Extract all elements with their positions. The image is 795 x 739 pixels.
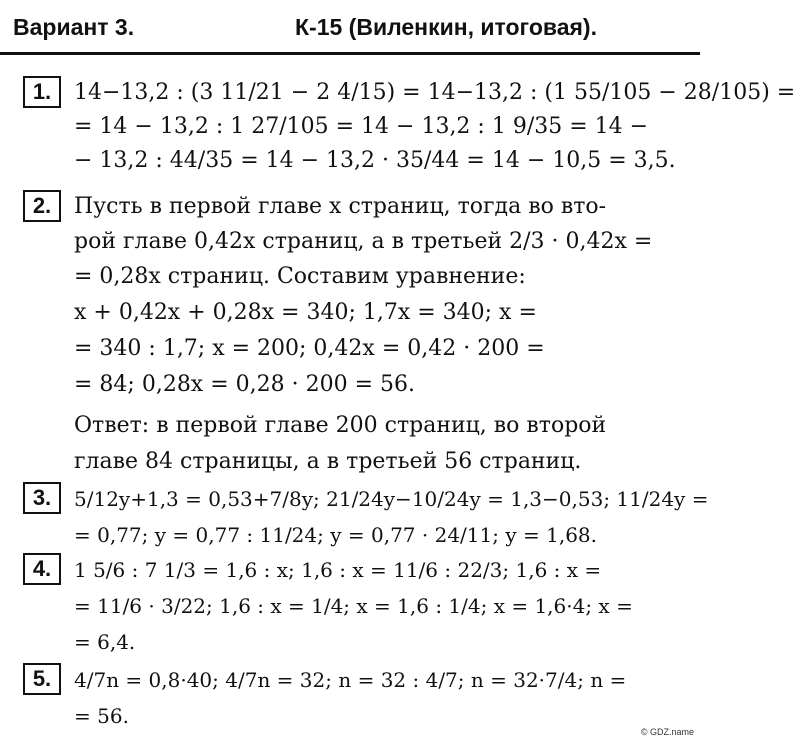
task-line: = 0,28x страниц. Составим уравнение: [74, 264, 526, 289]
task-number-badge: 4. [23, 553, 61, 585]
task-line: 14−13,2 : (3 11/21 − 2 4/15) = 14−13,2 : (1 55/105 − 28/105) = [74, 80, 795, 105]
task-number-badge: 5. [23, 663, 61, 695]
test-code-title: К-15 (Виленкин, итоговая). [295, 14, 597, 40]
task-line: = 0,77; y = 0,77 : 11/24; y = 0,77 · 24/11; y = 1,68. [74, 523, 597, 547]
header-divider [0, 52, 700, 55]
task-line: = 340 : 1,7; x = 200; 0,42x = 0,42 · 200 = [74, 336, 545, 361]
watermark: © GDZ.name [640, 727, 694, 737]
task-line: = 84; 0,28x = 0,28 · 200 = 56. [74, 372, 415, 397]
task-line: рой главе 0,42x страниц, а в третьей 2/3 · 0,42x = [74, 229, 653, 254]
task-line: = 6,4. [74, 630, 136, 654]
task-line: 4/7n = 0,8·40; 4/7n = 32; n = 32 : 4/7; n = 32·7/4; n = [74, 668, 627, 692]
task-number-badge: 2. [23, 190, 61, 222]
task-line: Ответ: в первой главе 200 страниц, во второй [74, 413, 607, 438]
task-line: x + 0,42x + 0,28x = 340; 1,7x = 340; x = [74, 300, 537, 325]
task-number-badge: 3. [23, 482, 61, 514]
task-line: 5/12y+1,3 = 0,53+7/8y; 21/24y−10/24y = 1,3−0,53; 11/24y = [74, 487, 709, 511]
task-line: = 14 − 13,2 : 1 27/105 = 14 − 13,2 : 1 9/35 = 14 − [74, 114, 649, 139]
task-line: = 56. [74, 704, 129, 728]
task-line: главе 84 страницы, а в третьей 56 страниц. [74, 449, 582, 474]
page-header [0, 0, 700, 52]
task-line: − 13,2 : 44/35 = 14 − 13,2 · 35/44 = 14 − 10,5 = 3,5. [74, 148, 676, 173]
task-line: Пусть в первой главе x страниц, тогда во вто- [74, 194, 607, 219]
variant-title: Вариант 3. [13, 14, 135, 40]
task-number-badge: 1. [23, 76, 61, 108]
task-line: 1 5/6 : 7 1/3 = 1,6 : x; 1,6 : x = 11/6 : 22/3; 1,6 : x = [74, 558, 602, 582]
task-line: = 11/6 · 3/22; 1,6 : x = 1/4; x = 1,6 : 1/4; x = 1,6·4; x = [74, 594, 633, 618]
